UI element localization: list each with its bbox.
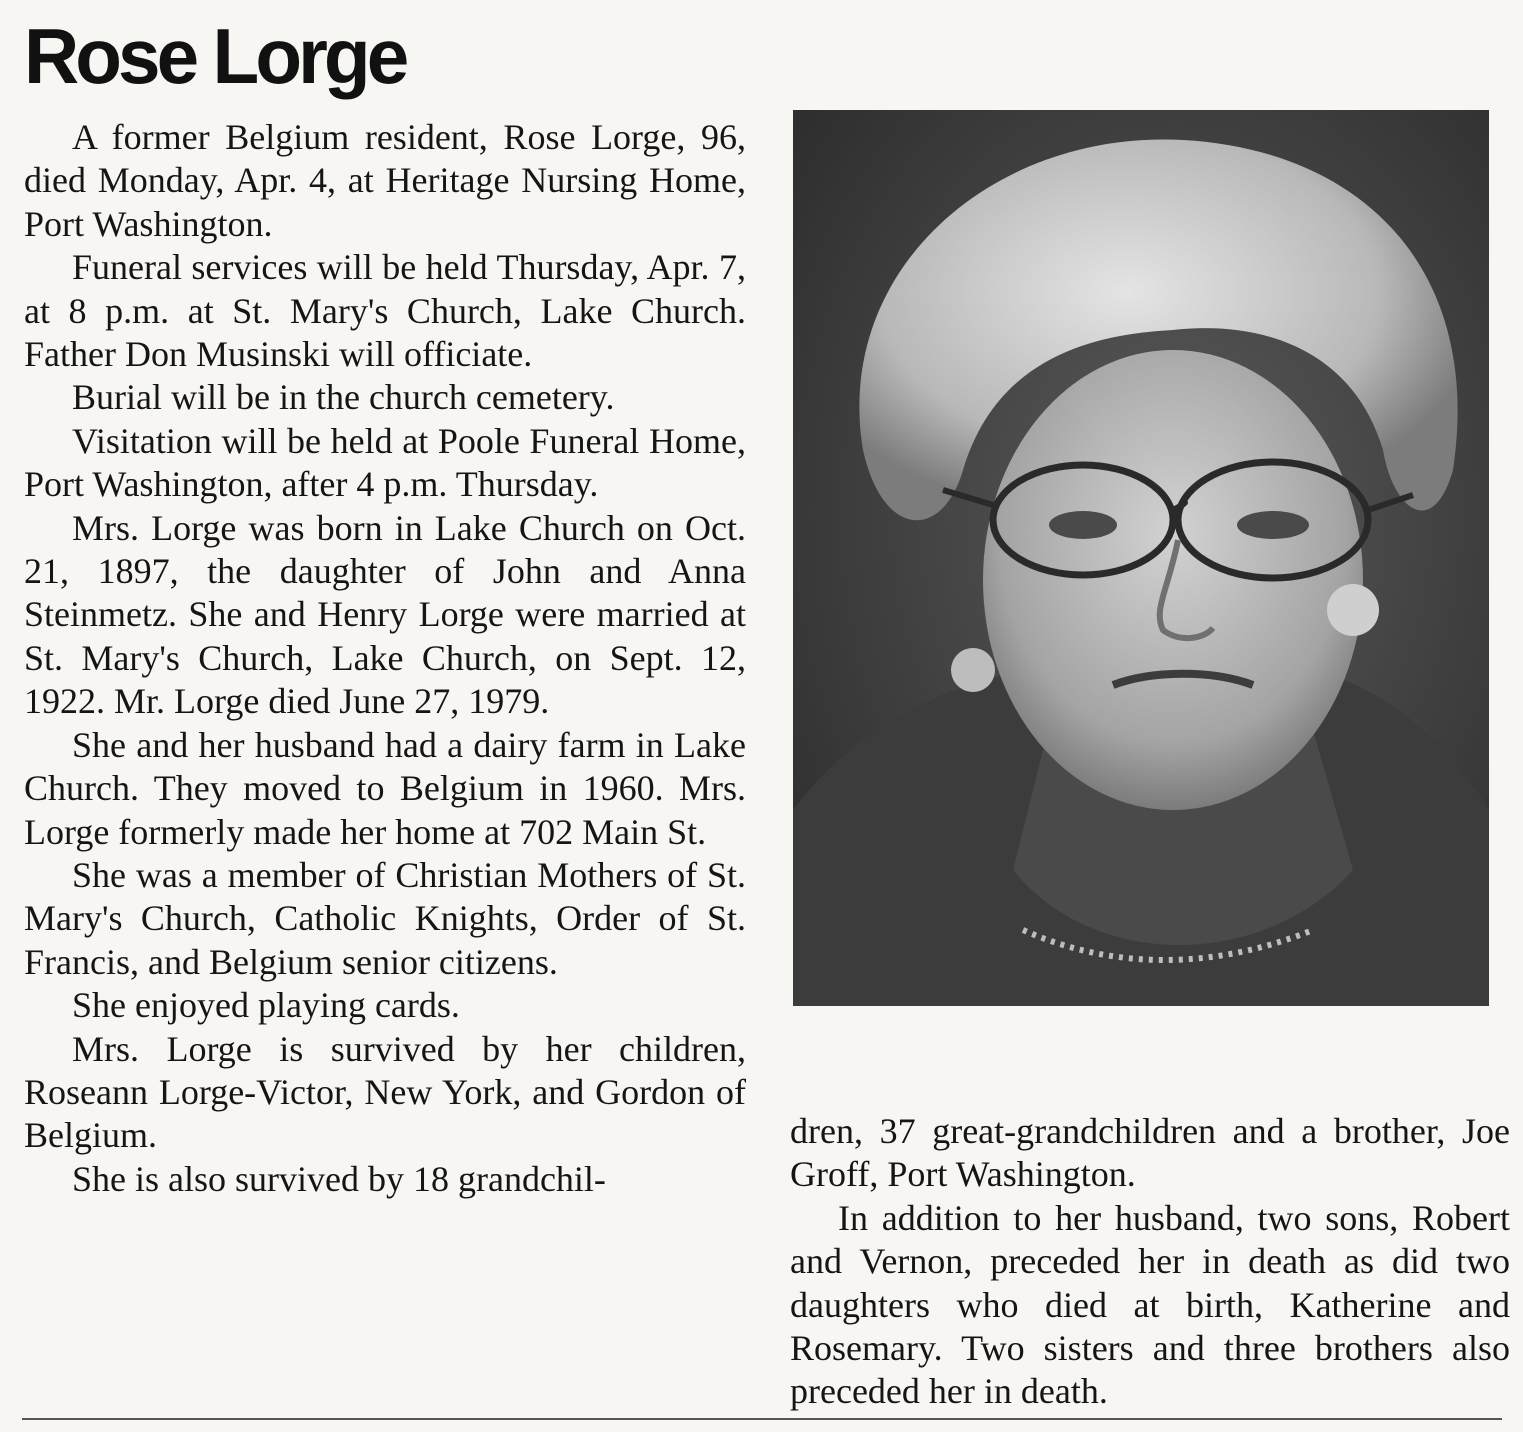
bottom-rule bbox=[22, 1418, 1502, 1420]
paragraph: Mrs. Lorge is survived by her children, Roseann Lorge-Victor, New York, and Gordon of Belgium. bbox=[24, 1028, 746, 1156]
paragraph: Burial will be in the church cemetery. bbox=[72, 377, 615, 418]
paragraph: Visitation will be held at Poole Funeral Home, Port Washington, after 4 p.m. Thursday. bbox=[24, 420, 746, 505]
paragraph: She and her husband had a dairy farm in Lake Church. They moved to Belgium in 1960. Mrs. Lorge formerly made her home at 702 Main St. bbox=[24, 724, 746, 852]
paragraph: She is also survived by 18 grandchil- bbox=[72, 1158, 606, 1199]
right-column bbox=[790, 1110, 1510, 1414]
portrait-photo bbox=[793, 110, 1489, 1006]
paragraph: She enjoyed playing cards. bbox=[72, 985, 460, 1026]
paragraph: A former Belgium resident, Rose Lorge, 96, died Monday, Apr. 4, at Heritage Nursing Home, Port Washington. bbox=[24, 117, 746, 244]
paragraph: Mrs. Lorge was born in Lake Church on Oct. 21, 1897, the daughter of John and Anna Steinmetz. She and Henry Lorge were married at St. Mary's Church, Lake Church, on Sept. 12, 1922. Mr. Lorge died June 27, 1979. bbox=[24, 507, 746, 722]
paragraph: She was a member of Christian Mothers of St. Mary's Church, Catholic Knights, Order of St. Francis, and Belgium senior citizens. bbox=[24, 854, 746, 982]
paragraph-continuation: dren, 37 great-grandchildren and a brother, Joe Groff, Port Washington. bbox=[790, 1111, 1510, 1195]
portrait-illustration bbox=[793, 110, 1489, 1006]
headline: Rose Lorge bbox=[24, 12, 406, 100]
paragraph: Funeral services will be held Thursday, Apr. 7, at 8 p.m. at St. Mary's Church, Lake Church. Father Don Musinski will officiate. bbox=[24, 247, 746, 375]
left-column bbox=[24, 116, 746, 1201]
paragraph: In addition to her husband, two sons, Robert and Vernon, preceded her in death as did two daughters who died at birth, Katherine and Rosemary. Two sisters and three brothers also preceded her in death. bbox=[790, 1197, 1510, 1412]
